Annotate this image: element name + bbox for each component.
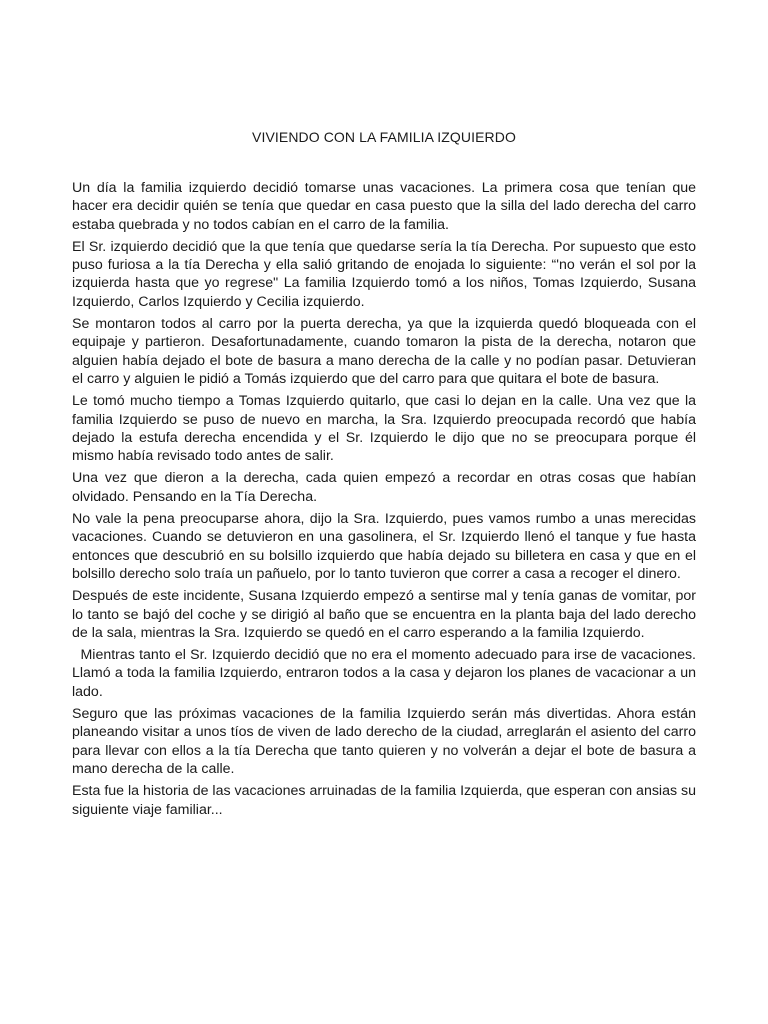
paragraph-1: Un día la familia izquierdo decidió tomarse unas vacaciones. La primera cosa que tenían que hacer era decidir quién se tenía que quedar en casa puesto que la silla del lado derecha del carro estaba quebrada y no todos cabían en el carro de la familia. <box>72 180 700 233</box>
paragraph-6: No vale la pena preocuparse ahora, dijo la Sra. Izquierdo, pues vamos rumbo a unas merecidas vacaciones. Cuando se detuvieron en una gasolinera, el Sr. Izquierdo llenó el tanque y fue hasta entonces que descubrió en su bolsillo izquierdo que había dejado su billetera en casa y que en el bolsillo derecho solo traía un pañuelo, por lo tanto tuvieron que correr a casa a recoger el dinero. <box>72 511 700 582</box>
paragraph-9: Seguro que las próximas vacaciones de la familia Izquierdo serán más divertidas. Ahora están planeando visitar a unos tíos de viven de lado derecho de la ciudad, arreglarán el asiento del carro para llevar con ellos a la tía Derecha que tanto quieren y no volverán a dejar el bote de basura a mano derecha de la calle. <box>72 706 700 777</box>
paragraph-4: Le tomó mucho tiempo a Tomas Izquierdo quitarlo, que casi lo dejan en la calle. Una vez que la familia Izquierdo se puso de nuevo en marcha, la Sra. Izquierdo preocupada recordó que había dejado la estufa derecha encendida y el Sr. Izquierdo le dijo que no se preocupara porque él mismo había revisado todo antes de salir. <box>72 393 700 465</box>
paragraph-3: Se montaron todos al carro por la puerta derecha, ya que la izquierda quedó bloqueada con el equipaje y partieron. Desafortunadamente, cuando tomaron la pista de la derecha, notaron que alguien había dejado el bote de basura a mano derecha de la calle y no podían pasar. Detuvieran el carro y alguien le pidió a Tomás izquierdo que del carro para que quitara el bote de basura. <box>72 316 700 387</box>
document-body <box>72 179 700 823</box>
paragraph-5: Una vez que dieron a la derecha, cada quien empezó a recordar en otras cosas que habían olvidado. Pensando en la Tía Derecha. <box>72 470 700 505</box>
paragraph-7: Después de este incidente, Susana Izquierdo empezó a sentirse mal y tenía ganas de vomitar, por lo tanto se bajó del coche y se dirigió al baño que se encuentra en la planta baja del lado derecho de la sala, mientras la Sra. Izquierdo se quedó en el carro esperando a la familia Izquierdo. <box>72 588 700 641</box>
paragraph-10: Esta fue la historia de las vacaciones arruinadas de la familia Izquierda, que esperan con ansias su siguiente viaje familiar... <box>72 783 700 818</box>
paragraph-8: Mientras tanto el Sr. Izquierdo decidió que no era el momento adecuado para irse de vacaciones. Llamó a toda la familia Izquierdo, entraron todos a la casa y dejaron los planes de vacacionar a un lado. <box>72 647 700 700</box>
paragraph-2: El Sr. izquierdo decidió que la que tenía que quedarse sería la tía Derecha. Por supuesto que esto puso furiosa a la tía Derecha y ella salió gritando de enojada lo siguiente: “'no verán el sol por la izquierda hasta que yo regrese" La familia Izquierdo tomó a los niños, Tomas Izquierdo, Susana Izquierdo, Carlos Izquierdo y Cecilia izquierdo. <box>72 238 700 310</box>
document-title: VIVIENDO CON LA FAMILIA IZQUIERDO <box>252 129 516 145</box>
